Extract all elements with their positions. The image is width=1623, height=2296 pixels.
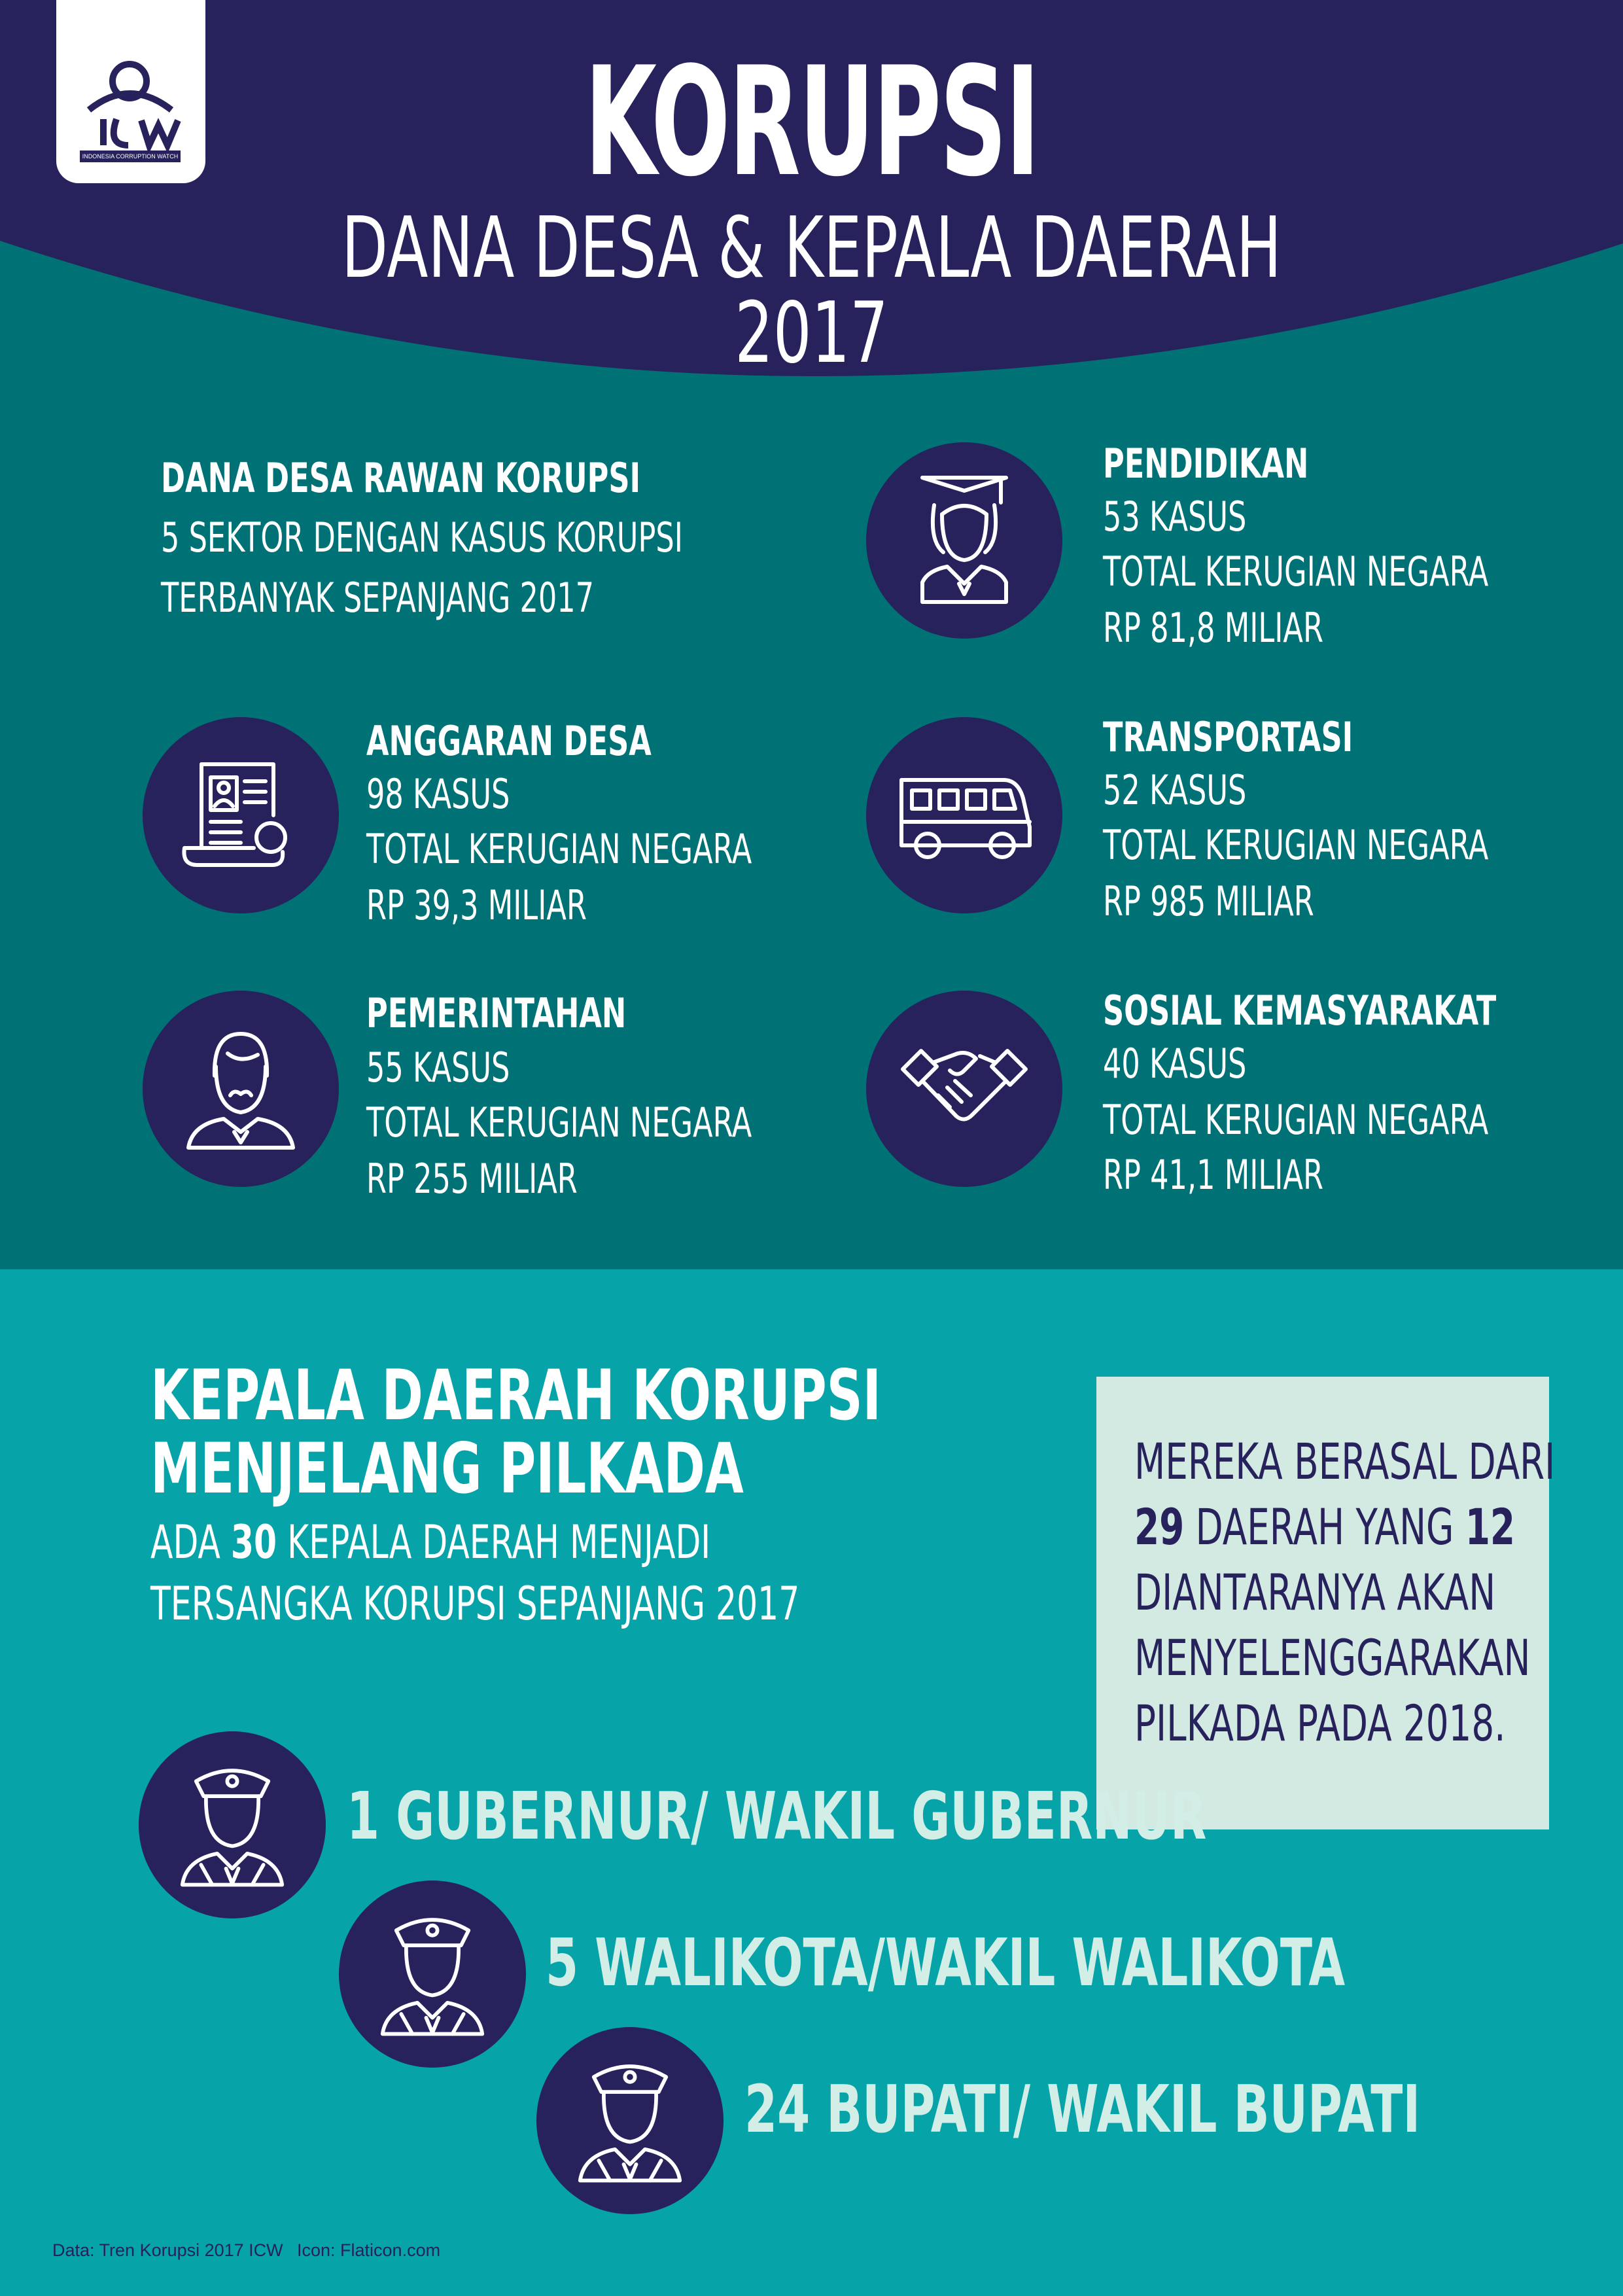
sector-loss-label: TOTAL KERUGIAN NEGARA	[1103, 548, 1489, 595]
pilkada-info-text	[1134, 1429, 1555, 1756]
info-line-4: MENYELENGGARAKAN	[1134, 1629, 1531, 1687]
regent-icon	[536, 2027, 724, 2214]
rank-icon-circle	[536, 2027, 724, 2214]
rank-icon-circle	[339, 1881, 526, 2068]
governor-icon	[139, 1731, 326, 1918]
rank-icon-circle	[139, 1731, 326, 1918]
sector-icon-circle	[866, 991, 1062, 1187]
kepala-daerah-heading-line-2: MENJELANG PILKADA	[150, 1428, 744, 1509]
info-line-2-middle: DAERAH YANG	[1184, 1498, 1465, 1556]
sector-cases: 53 KASUS	[1103, 493, 1247, 540]
graduate-icon	[866, 442, 1062, 639]
info-line-3: DIANTARANYA AKAN	[1134, 1563, 1496, 1621]
sector-cases: 98 KASUS	[366, 770, 510, 818]
pilkada-region-count: 12	[1465, 1498, 1515, 1556]
sector-icon-circle	[866, 717, 1062, 913]
sector-cases: 40 KASUS	[1103, 1040, 1247, 1087]
info-line-2	[1134, 1494, 1555, 1560]
sector-loss: RP 255 MILIAR	[366, 1155, 578, 1203]
sector-loss-label: TOTAL KERUGIAN NEGARA	[366, 825, 752, 873]
description-prefix: ADA	[150, 1515, 231, 1569]
sector-loss-label: TOTAL KERUGIAN NEGARA	[366, 1099, 752, 1146]
sector-icon-circle	[143, 991, 339, 1187]
rank-label: 5 WALIKOTA/WAKIL WALIKOTA	[546, 1924, 1346, 2001]
kepala-daerah-description-line-2: TERSANGKA KORUPSI SEPANJANG 2017	[150, 1577, 800, 1631]
bus-icon	[866, 717, 1062, 913]
mayor-icon	[339, 1881, 526, 2068]
sector-name: PENDIDIKAN	[1103, 440, 1309, 487]
year: 2017	[735, 285, 888, 382]
sector-icon-circle	[866, 442, 1062, 639]
subtitle: DANA DESA & KEPALA DAERAH	[341, 200, 1282, 297]
sector-icon-circle	[143, 717, 339, 913]
sector-name: SOSIAL KEMASYARAKAT	[1103, 987, 1497, 1034]
kepala-daerah-heading-line-1: KEPALA DAERAH KORUPSI	[150, 1355, 882, 1436]
sector-loss: RP 39,3 MILIAR	[366, 881, 587, 929]
sector-loss-label: TOTAL KERUGIAN NEGARA	[1103, 1096, 1489, 1144]
dana-desa-heading: DANA DESA RAWAN KORUPSI	[161, 454, 641, 502]
rank-label: 24 BUPATI/ WAKIL BUPATI	[744, 2071, 1421, 2147]
sector-loss: RP 81,8 MILIAR	[1103, 604, 1323, 652]
sector-name: TRANSPORTASI	[1103, 713, 1353, 761]
info-line-1: MEREKA BERASAL DARI	[1134, 1432, 1556, 1491]
document-icon	[143, 717, 339, 913]
logo-caption: INDONESIA CORRUPTION WATCH	[82, 153, 179, 160]
pilkada-info-box	[1096, 1377, 1556, 1829]
region-count: 29	[1134, 1498, 1185, 1556]
sector-loss-label: TOTAL KERUGIAN NEGARA	[1103, 821, 1489, 869]
kepala-daerah-description-line-1	[150, 1511, 710, 1573]
rank-label: 1 GUBERNUR/ WAKIL GUBERNUR	[347, 1778, 1207, 1854]
sector-name: ANGGARAN DESA	[366, 717, 652, 765]
sector-cases: 55 KASUS	[366, 1044, 510, 1091]
icon-credit: Icon: Flaticon.com	[297, 2240, 441, 2260]
dana-desa-description-line-2: TERBANYAK SEPANJANG 2017	[161, 574, 595, 622]
icw-logo	[56, 0, 205, 183]
info-line-5: PILKADA PADA 2018.	[1134, 1694, 1506, 1752]
sector-cases: 52 KASUS	[1103, 766, 1247, 814]
data-source: Data: Tren Korupsi 2017 ICW	[52, 2240, 283, 2260]
main-title: KORUPSI	[584, 35, 1039, 210]
sector-loss: RP 41,1 MILIAR	[1103, 1151, 1323, 1199]
handshake-icon	[866, 991, 1062, 1187]
official-icon	[143, 991, 339, 1187]
dana-desa-description-line-1: 5 SEKTOR DENGAN KASUS KORUPSI	[161, 514, 683, 561]
sector-name: PEMERINTAHAN	[366, 989, 627, 1037]
sector-loss: RP 985 MILIAR	[1103, 877, 1314, 925]
description-suffix: KEPALA DAERAH MENJADI	[277, 1515, 711, 1569]
suspect-count: 30	[230, 1515, 277, 1569]
